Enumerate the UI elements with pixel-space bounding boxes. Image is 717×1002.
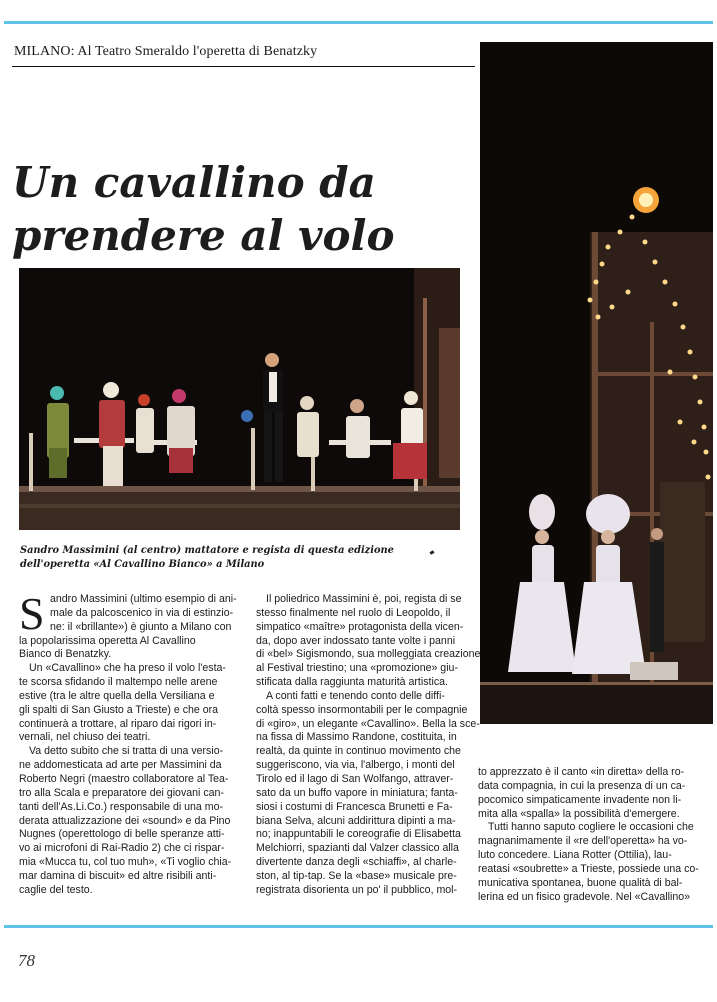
text-line: Bianco di Benatzky. bbox=[19, 648, 112, 661]
text-line: da, dopo aver indossato tante volte i panni bbox=[256, 634, 456, 647]
text-line: ne addomesticata ad arte per Massimini da bbox=[19, 759, 222, 772]
text-line: di «bel» Sigismondo, sua molleggiata creazione bbox=[256, 648, 481, 661]
text-line: data compagnia, in cui la presenza di un ca- bbox=[478, 779, 686, 792]
text-line: mar damina di biscuit» ed altre risibili anti- bbox=[19, 869, 217, 882]
text-line: A conti fatti e tenendo conto delle diffi- bbox=[266, 689, 445, 702]
text-line: registrata disorienta un po' il pubblico, mol- bbox=[256, 883, 458, 896]
text-line: to apprezzato è il canto «in diretta» della ro- bbox=[478, 766, 685, 778]
text-line: stesso finalmente nel ruolo di Leopoldo, il bbox=[256, 606, 451, 619]
text-line: pocomico simpaticamente invadente non li- bbox=[478, 793, 682, 806]
text-line: magnanimamente il «re dell'operetta» ha vo- bbox=[478, 835, 688, 848]
kicker: MILANO: Al Teatro Smeraldo l'operetta di Benatzky bbox=[14, 44, 318, 59]
article-column-2 bbox=[256, 593, 481, 898]
text-line: stificata dalla raggiunta maturità artistica. bbox=[256, 676, 448, 689]
text-line: te scorsa sfidando il maltempo nelle arene bbox=[19, 676, 218, 689]
text-line: Melchiorri, spazianti dal Valzer classico alla bbox=[256, 842, 459, 855]
photo-caption bbox=[20, 544, 460, 571]
text-line: sato da un buffo vapore in miniatura; fanta- bbox=[256, 786, 458, 799]
headline bbox=[12, 156, 472, 262]
bottom-accent-rule bbox=[4, 925, 713, 928]
text-line: divertente danza degli «schiaffi», al charle- bbox=[256, 856, 457, 869]
text-line: reatasi «soubrette» a Trieste, possiede una co- bbox=[478, 862, 699, 875]
text-line: di «giro», un elegante «Cavallino». Bella la sce- bbox=[256, 717, 480, 730]
text-line: mita alla «spalla» la possibilità d'emergere. bbox=[478, 807, 680, 820]
text-line: simpatico «maître» protagonista della vicen- bbox=[256, 620, 464, 633]
drop-cap: S bbox=[19, 588, 45, 639]
text-line: na fissa di Massimo Randone, costituita, in bbox=[256, 731, 457, 744]
stage-scene-photo bbox=[19, 268, 460, 530]
text-line: municativa spontanea, buone qualità di bal- bbox=[478, 876, 683, 889]
text-line: Va detto subito che si tratta di una versio- bbox=[29, 745, 224, 758]
text-line: derata attualizzazione dei «sound» e da Pino bbox=[19, 814, 231, 827]
text-line: caglie del testo. bbox=[19, 883, 93, 896]
text-line: biana Selva, alcuni addirittura dipinti a ma- bbox=[256, 814, 456, 827]
text-line: Roberto Negri (maestro collaboratore al Tea- bbox=[19, 772, 229, 785]
text-line: no; inappuntabili le coreografie di Elisabetta bbox=[256, 828, 461, 841]
headline-line-1: Un cavallino da bbox=[12, 158, 376, 207]
text-line: tanti dell'As.Li.Co.) responsabile di una mo- bbox=[19, 800, 223, 813]
article-column-1 bbox=[19, 588, 237, 898]
text-line: coltà spesso insormontabili per le compagnie bbox=[256, 703, 468, 716]
text-line: luto concedere. Liana Rotter (Ottilia), lau- bbox=[478, 849, 672, 862]
text-line: siosi i costumi di Francesca Brunetti e Fa- bbox=[256, 800, 453, 813]
text-line: vo ai microfoni di Rai-Radio 2) che ci rispar- bbox=[19, 842, 225, 855]
text-line: estive (tra le altre quella della Versiliana e bbox=[19, 689, 215, 702]
top-accent-rule bbox=[4, 21, 713, 24]
text-line: andro Massimini (ultimo esempio di ani- bbox=[50, 593, 237, 605]
text-line: al Festival triestino; una «promozione» giu- bbox=[256, 662, 458, 675]
text-line: suggeriscono, via via, l'albergo, i monti del bbox=[256, 759, 455, 772]
text-line: la popolarissima operetta Al Cavallino bbox=[19, 634, 196, 647]
text-line: Nugnes (operettologo di belle speranze atti- bbox=[19, 828, 225, 841]
text-line: lerina ed un fisico gradevole. Nel «Cavallino» bbox=[478, 890, 690, 903]
dancers-with-lights-photo bbox=[480, 42, 713, 724]
text-line: gli spalti di San Giusto a Trieste) e che ora bbox=[19, 703, 219, 716]
text-line: Un «Cavallino» che ha preso il volo l'esta- bbox=[29, 662, 226, 675]
caption-line-1: Sandro Massimini (al centro) mattatore e regista di questa edizione bbox=[20, 545, 394, 556]
text-line: ston, al tip-tap. Se la «base» musicale pre- bbox=[256, 869, 457, 882]
text-line: Il poliedrico Massimini è, poi, regista di se bbox=[266, 593, 462, 605]
text-line: vernali, nel chiuso dei teatri. bbox=[19, 731, 151, 744]
text-line: realtà, da quinte in continuo movimento che bbox=[256, 745, 461, 758]
text-line: continuerà a trottare, al riparo dai rigori in- bbox=[19, 717, 217, 730]
text-line: tro alla Scala e preparatore dei giovani can- bbox=[19, 786, 224, 799]
page-number: 78 bbox=[18, 951, 35, 970]
text-line: mia «Mucca tu, col tuo muh», «Ti voglio chia- bbox=[19, 856, 232, 869]
text-line: Tutti hanno saputo cogliere le occasioni che bbox=[488, 821, 694, 834]
kicker-underline bbox=[12, 66, 475, 67]
headline-line-2: prendere al volo bbox=[12, 211, 395, 260]
text-line: Tirolo ed il lago di San Wolfango, attraver- bbox=[256, 772, 454, 785]
text-line: ne: il «brillante») è giunto a Milano con bbox=[50, 620, 232, 633]
text-line: male da palcoscenico in via di estinzio- bbox=[50, 606, 234, 619]
caption-line-2: dell'operetta «Al Cavallino Bianco» a Milano bbox=[20, 558, 265, 570]
article-column-3 bbox=[478, 766, 700, 904]
